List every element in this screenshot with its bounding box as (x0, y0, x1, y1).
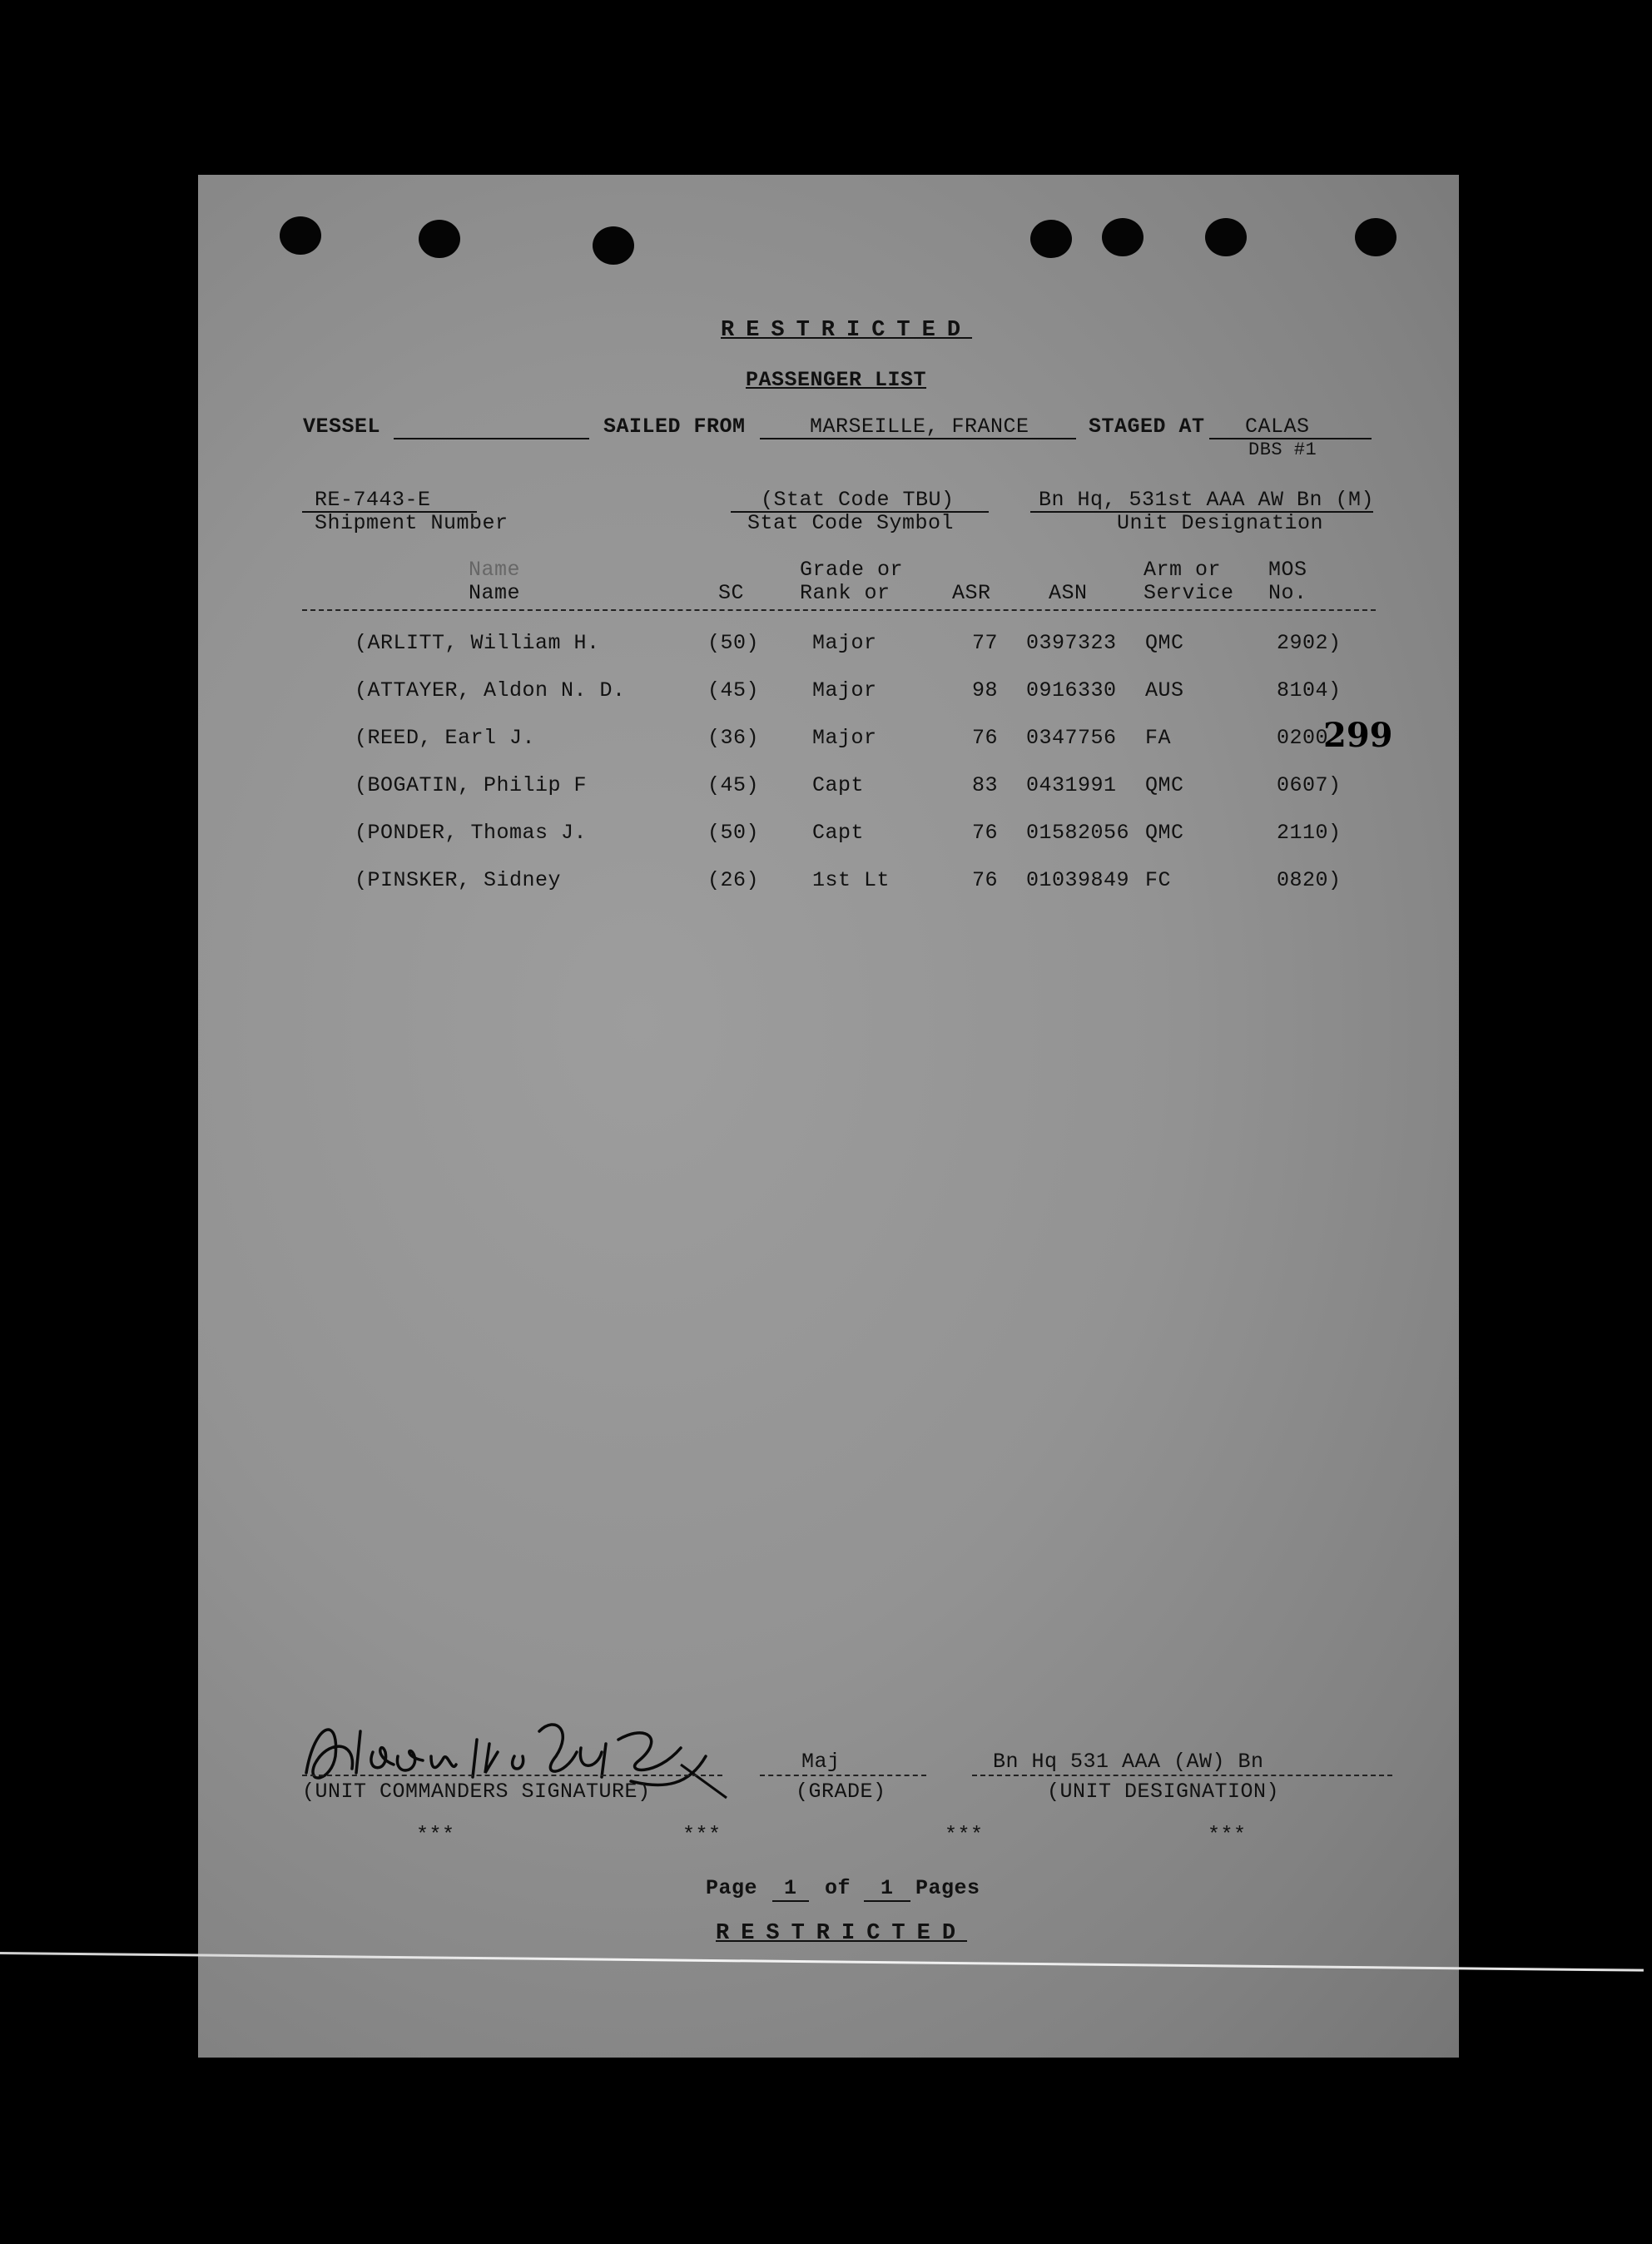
signature-label: (UNIT COMMANDERS SIGNATURE) (302, 1780, 651, 1804)
punch-hole (593, 226, 634, 265)
row-asr: 98 (972, 678, 999, 702)
unit-label: Unit Designation (1117, 511, 1324, 535)
row-mos: 0200 (1277, 726, 1329, 750)
row-name: (ATTAYER, Aldon N. D. (355, 678, 626, 702)
row-arm: FC (1145, 868, 1172, 892)
shipment-number-value: RE-7443-E (315, 488, 431, 512)
page-total: 1 (864, 1876, 910, 1902)
row-mos: 8104) (1277, 678, 1342, 702)
vessel-line (394, 438, 589, 439)
row-sc: (45) (707, 678, 760, 702)
row-name: (PINSKER, Sidney (355, 868, 562, 892)
signature-line (302, 1775, 722, 1776)
footer-unit-label: (UNIT DESIGNATION) (1047, 1780, 1280, 1804)
document-page (198, 175, 1459, 2058)
sailed-from-value: MARSEILLE, FRANCE (810, 415, 1029, 439)
stat-code-value: (Stat Code TBU) (761, 488, 955, 512)
page-stamp-number: 299 (1323, 716, 1393, 755)
row-name: (REED, Earl J. (355, 726, 536, 750)
row-asn: 0347756 (1026, 726, 1117, 750)
row-asn: 01582056 (1026, 821, 1130, 845)
restricted-footer: RESTRICTED (716, 1921, 968, 1946)
row-sc: (50) (707, 821, 760, 845)
staged-at-value: CALAS (1245, 415, 1310, 439)
punch-hole (1355, 218, 1397, 256)
row-sc: (50) (707, 631, 760, 655)
row-sc: (26) (707, 868, 760, 892)
of-word: of (825, 1876, 851, 1900)
punch-hole (280, 216, 321, 255)
shipment-number-label: Shipment Number (315, 511, 508, 535)
asterisks: *** (945, 1823, 984, 1847)
col-sc: SC (718, 581, 745, 605)
staged-at-note: DBS #1 (1248, 439, 1317, 460)
row-name: (BOGATIN, Philip F (355, 773, 588, 797)
stat-code-label: Stat Code Symbol (747, 511, 955, 535)
staged-at-label: STAGED AT (1089, 415, 1205, 439)
sailed-from-label: SAILED FROM (603, 415, 746, 439)
grade-value: Maj (801, 1750, 841, 1774)
row-asn: 01039849 (1026, 868, 1130, 892)
row-arm: QMC (1145, 631, 1184, 655)
row-asr: 76 (972, 868, 999, 892)
row-asn: 0397323 (1026, 631, 1117, 655)
row-grade: Major (812, 678, 877, 702)
col-grade: Rank or (800, 581, 890, 605)
page-number: 1 (772, 1876, 809, 1902)
col-arm: Service (1144, 581, 1234, 605)
col-asr: ASR (952, 581, 991, 605)
row-asr: 83 (972, 773, 999, 797)
col-mos: No. (1268, 581, 1307, 605)
unit-value: Bn Hq, 531st AAA AW Bn (M) (1039, 488, 1375, 512)
row-arm: QMC (1145, 773, 1184, 797)
row-asn: 0916330 (1026, 678, 1117, 702)
asterisks: *** (1208, 1823, 1247, 1847)
punch-hole (1205, 218, 1247, 256)
row-name: (ARLITT, William H. (355, 631, 600, 655)
row-arm: FA (1145, 726, 1172, 750)
footer-unit-value: Bn Hq 531 AAA (AW) Bn (993, 1750, 1264, 1774)
col-arm-top: Arm or (1144, 558, 1222, 582)
row-asn: 0431991 (1026, 773, 1117, 797)
document-title: PASSENGER LIST (746, 368, 927, 392)
vessel-label: VESSEL (303, 415, 381, 439)
row-grade: Capt (812, 773, 865, 797)
row-asr: 77 (972, 631, 999, 655)
punch-hole (1102, 218, 1144, 256)
row-name: (PONDER, Thomas J. (355, 821, 588, 845)
row-arm: AUS (1145, 678, 1184, 702)
punch-hole (419, 220, 460, 258)
asterisks: *** (682, 1823, 722, 1847)
punch-hole (1030, 220, 1072, 258)
row-grade: Major (812, 631, 877, 655)
pages-word: Pages (915, 1876, 980, 1900)
row-asr: 76 (972, 821, 999, 845)
col-name: Name (469, 581, 521, 605)
grade-line (760, 1775, 926, 1776)
row-grade: Major (812, 726, 877, 750)
col-asn: ASN (1049, 581, 1088, 605)
footer-unit-line (972, 1775, 1392, 1776)
grade-label: (GRADE) (796, 1780, 886, 1804)
row-grade: Capt (812, 821, 865, 845)
page-word: Page (706, 1876, 758, 1900)
col-name-top: Name (469, 558, 521, 582)
row-asr: 76 (972, 726, 999, 750)
col-mos-top: MOS (1268, 558, 1307, 582)
asterisks: *** (416, 1823, 455, 1847)
restricted-header: RESTRICTED (721, 318, 973, 343)
row-grade: 1st Lt (812, 868, 890, 892)
row-mos: 2110) (1277, 821, 1342, 845)
table-header-rule (302, 609, 1376, 611)
row-arm: QMC (1145, 821, 1184, 845)
row-mos: 0820) (1277, 868, 1342, 892)
col-grade-top: Grade or (800, 558, 904, 582)
row-sc: (36) (707, 726, 760, 750)
row-sc: (45) (707, 773, 760, 797)
row-mos: 2902) (1277, 631, 1342, 655)
row-mos: 0607) (1277, 773, 1342, 797)
